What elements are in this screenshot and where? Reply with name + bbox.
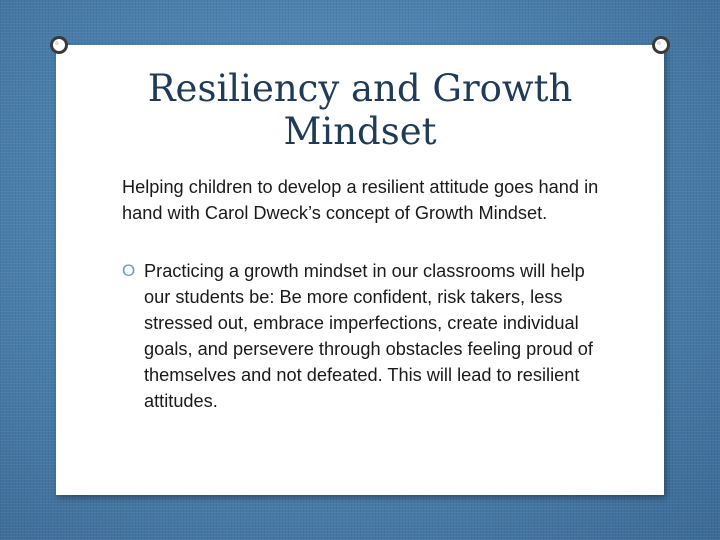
pushpin-icon xyxy=(648,32,674,58)
bullet-item xyxy=(122,258,612,414)
bullet-text: Practicing a growth mindset in our classrooms will help our students be: Be more confident, risk takers, less stressed out, embrace imperfections, create individual goals, and persevere through obstacles feeling proud of themselves and not defeated. This will lead to resilient attitudes. xyxy=(144,261,593,411)
slide-title: Resiliency and Growth Mindset xyxy=(147,67,573,153)
pushpin-icon xyxy=(46,32,72,58)
bullet-marker: O xyxy=(122,261,136,280)
intro-paragraph: Helping children to develop a resilient attitude goes hand in hand with Carol Dweck’s concept of Growth Mindset. xyxy=(122,177,599,223)
